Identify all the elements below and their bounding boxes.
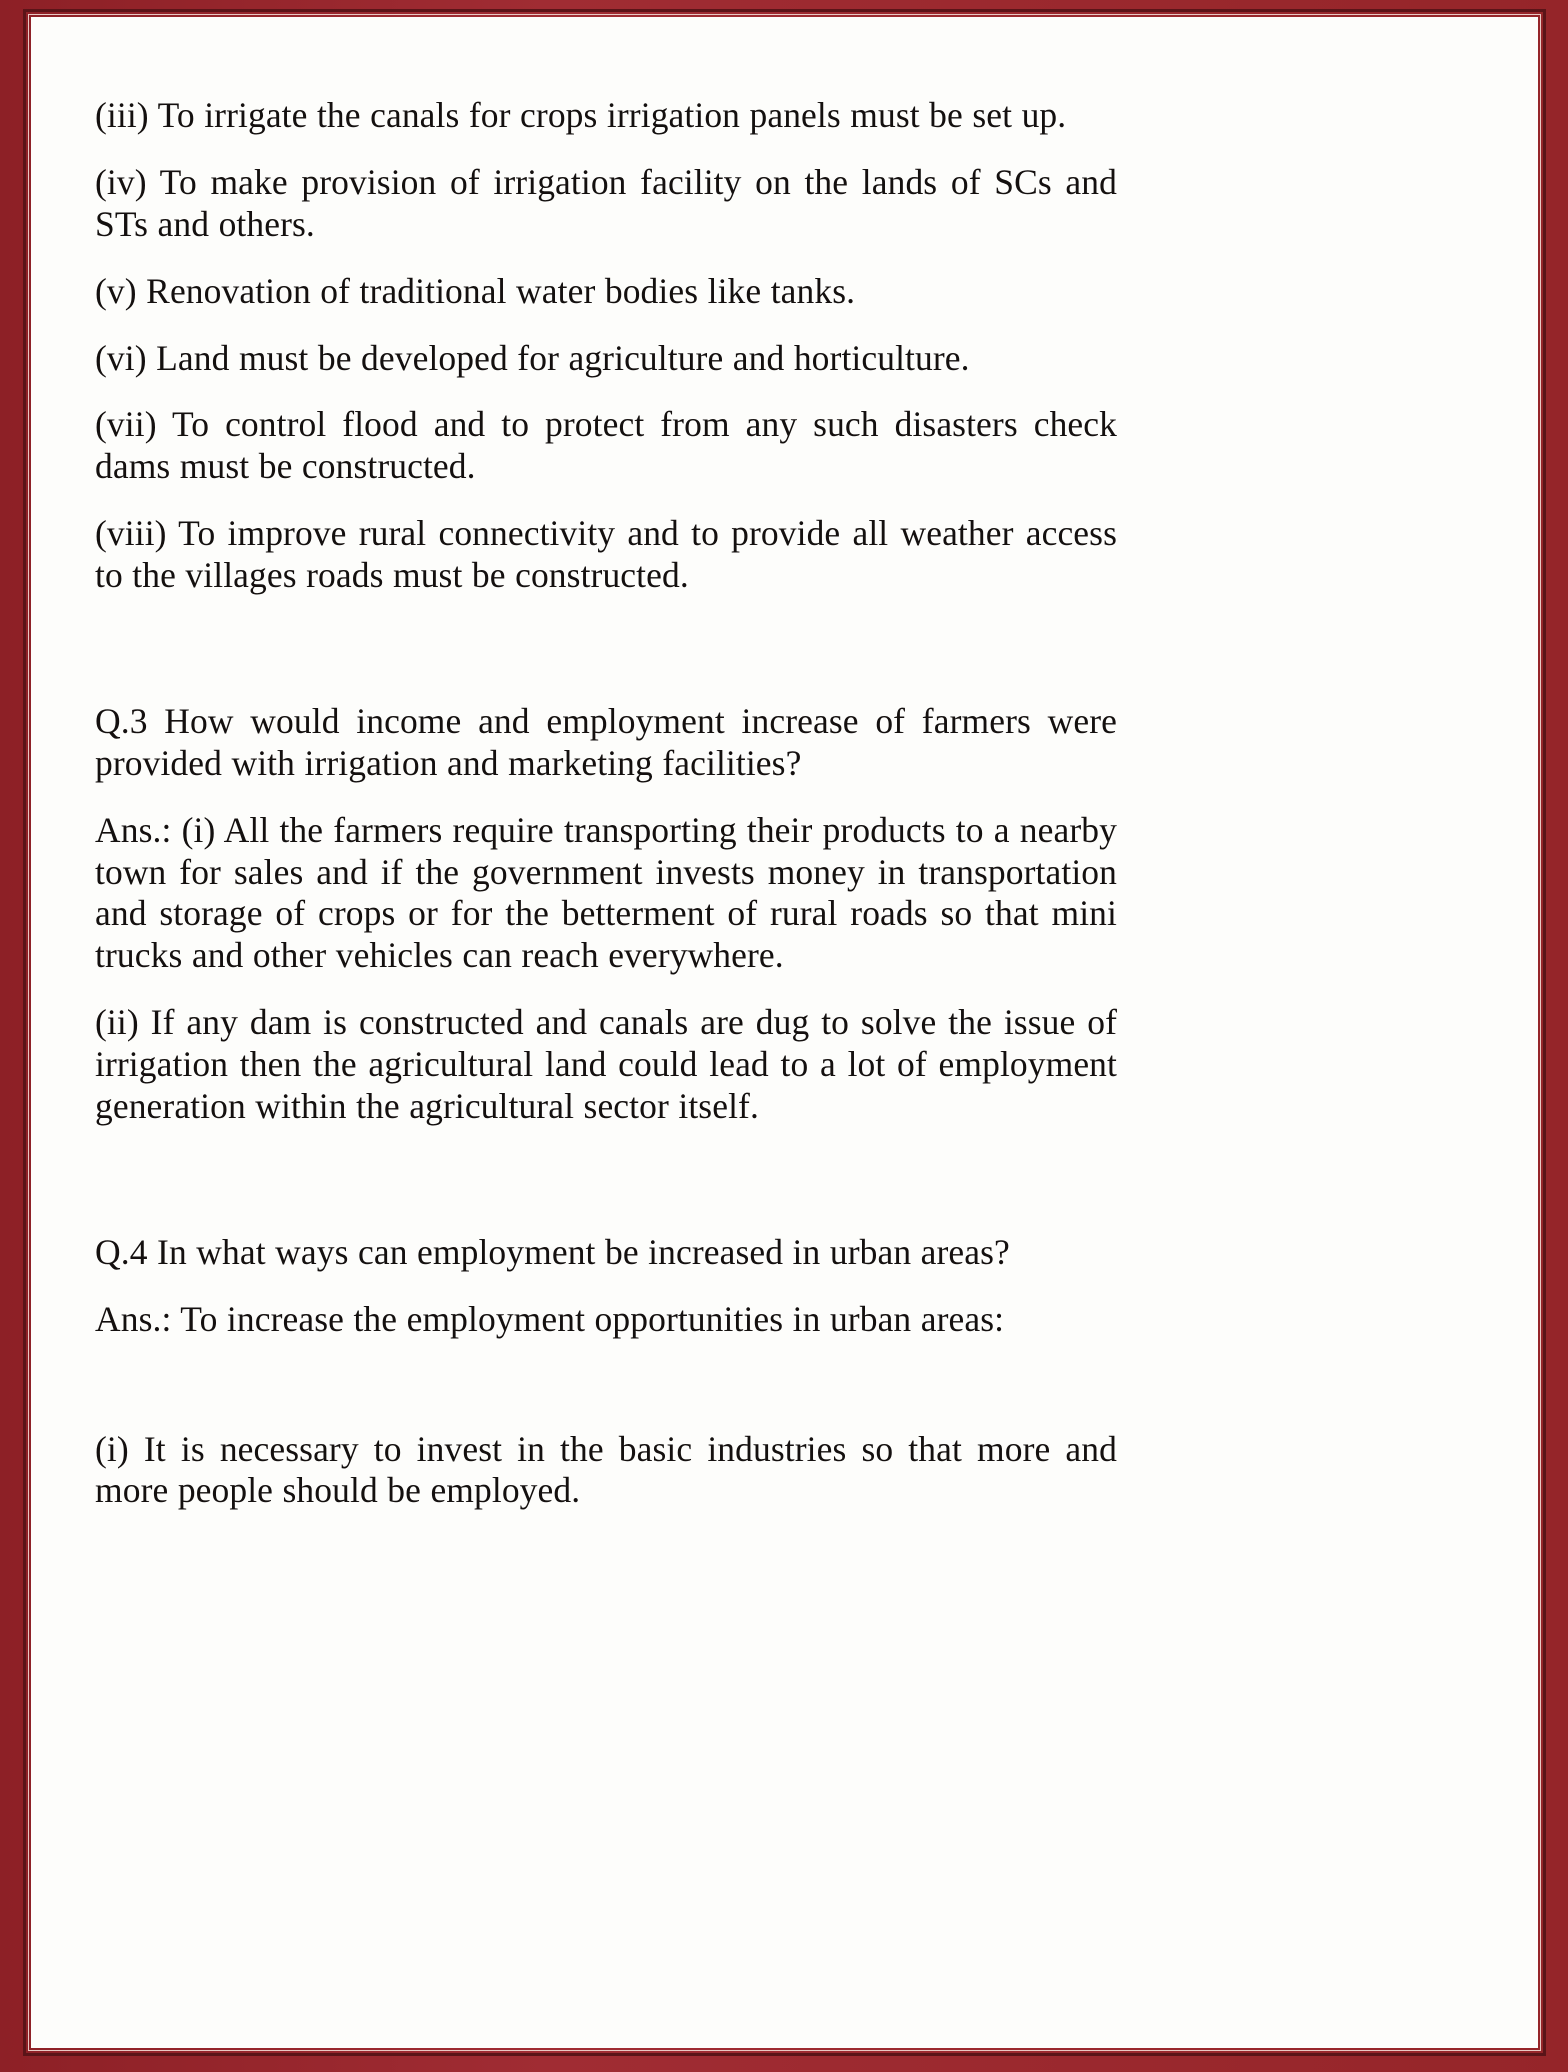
list-item-v: (v) Renovation of traditional water bodies like tanks. xyxy=(95,270,856,311)
spacer xyxy=(95,488,1117,513)
answer-4-intro: Ans.: To increase the employment opportunities in urban areas: xyxy=(95,1298,1005,1339)
list-item-vii: (vii) To control flood and to protect from any such disasters check dams must be constructed. xyxy=(95,404,1117,487)
answer-4-point-i: (i) It is necessary to invest in the basic industries so that more and more people should be employed. xyxy=(95,1428,1117,1511)
section-spacer xyxy=(95,597,1117,701)
spacer xyxy=(95,379,1117,404)
question-3: Q.3 How would income and employment increase of farmers were provided with irrigation and marketing facilities? xyxy=(95,700,1117,783)
spacer xyxy=(95,977,1117,1002)
list-item-vi: (vi) Land must be developed for agriculture and horticulture. xyxy=(95,337,970,378)
section-spacer xyxy=(95,1128,1117,1232)
section-spacer xyxy=(95,1341,1117,1429)
spacer xyxy=(95,246,1117,271)
list-item-iii: (iii) To irrigate the canals for crops irrigation panels must be set up. xyxy=(95,95,1067,135)
answer-3-point-i: Ans.: (i) All the farmers require transporting their products to a nearby town for sales and if the government invests money in transportation and storage of crops or for the betterment of rural roads so that mini trucks and other vehicles can reach everywhere. xyxy=(95,809,1117,976)
list-item-iv: (iv) To make provision of irrigation facility on the lands of SCs and STs and others. xyxy=(95,161,1117,244)
spacer xyxy=(95,1274,1117,1299)
spacer xyxy=(95,313,1117,338)
paper-sheet xyxy=(31,17,1538,2048)
answer-3-point-ii: (ii) If any dam is constructed and canals are dug to solve the issue of irrigation then the agricultural land could lead to a lot of employment generation within the agricultural sector itself. xyxy=(95,1002,1117,1126)
question-4: Q.4 In what ways can employment be increased in urban areas? xyxy=(95,1231,1010,1272)
spacer xyxy=(95,137,1117,162)
spacer xyxy=(95,785,1117,810)
list-item-viii: (viii) To improve rural connectivity and to provide all weather access to the villages roads must be constructed. xyxy=(95,513,1117,595)
document-body xyxy=(95,95,1117,1512)
